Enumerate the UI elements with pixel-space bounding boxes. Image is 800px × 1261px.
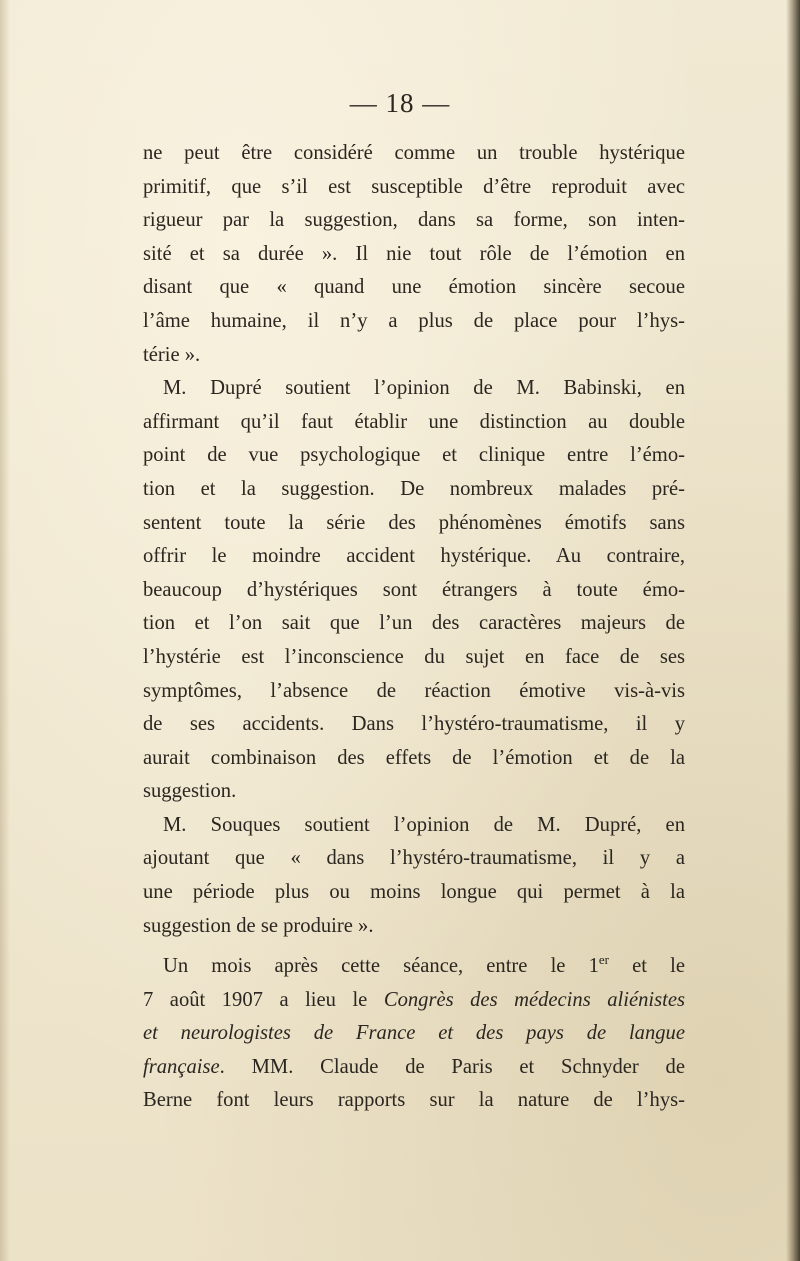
text-line [143, 1017, 685, 1051]
text-line: térie ». [143, 343, 201, 366]
text-line: affirmant qu’il faut établir une distinction au double [143, 410, 685, 433]
text-run: Un mois après cette séance, entre le 1 [163, 955, 599, 978]
text-line [143, 943, 685, 983]
text-line: disant que « quand une émotion sincère secoue [143, 276, 685, 299]
text-line [143, 1051, 685, 1085]
text-line: l’âme humaine, il n’y a plus de place pour l’hys- [143, 309, 685, 332]
text-line: suggestion de se produire ». [143, 914, 374, 937]
text-line: M. Souques soutient l’opinion de M. Dupré, en [163, 813, 685, 836]
text-line: ajoutant que « dans l’hystéro-traumatisme, il y a [143, 847, 685, 870]
page-left-edge [0, 0, 10, 1261]
superscript-text: er [598, 952, 609, 968]
text-line: Berne font leurs rapports sur la nature de l’hys- [143, 1089, 685, 1112]
italic-title-run: et neurologistes de France et des pays de langue [143, 1022, 685, 1045]
text-line: de ses accidents. Dans l’hystéro-traumatisme, il y [143, 713, 685, 736]
text-line: point de vue psychologique et clinique entre l’émo- [143, 444, 685, 467]
text-line [143, 984, 685, 1018]
text-run: 7 août 1907 a lieu le [143, 988, 384, 1011]
text-line: sité et sa durée ». Il nie tout rôle de l’émotion en [143, 242, 685, 265]
body-text [143, 137, 685, 1118]
text-line: ne peut être considéré comme un trouble hystérique [143, 142, 685, 164]
text-line: suggestion. [143, 780, 237, 803]
italic-title-run: Congrès des médecins aliénistes [383, 988, 686, 1011]
text-line: sentent toute la série des phénomènes émotifs sans [143, 511, 685, 534]
italic-title-run: française [143, 1055, 220, 1078]
text-line: rigueur par la suggestion, dans sa forme, son inten- [143, 209, 685, 232]
text-line: aurait combinaison des effets de l’émotion et de la [143, 746, 685, 769]
text-line: l’hystérie est l’inconscience du sujet en face de ses [143, 645, 685, 668]
text-line: beaucoup d’hystériques sont étrangers à toute émo- [143, 578, 685, 601]
text-line: tion et la suggestion. De nombreux malades pré- [143, 477, 685, 500]
page-right-edge-shadow [786, 0, 800, 1261]
text-line: M. Dupré soutient l’opinion de M. Babinski, en [163, 377, 685, 400]
text-line: offrir le moindre accident hystérique. Au contraire, [143, 545, 685, 568]
text-run: . MM. Claude de Paris et Schnyder de [219, 1055, 685, 1078]
text-line: symptômes, l’absence de réaction émotive vis-à-vis [143, 679, 685, 702]
paragraph-2 [143, 372, 685, 809]
text-run: et le [608, 955, 685, 978]
paragraph-4 [143, 943, 685, 1118]
paragraph-1 [143, 137, 685, 372]
page-number-header: — 18 — [349, 88, 451, 118]
text-line: primitif, que s’il est susceptible d’être reproduit avec [143, 175, 685, 198]
text-line: une période plus ou moins longue qui permet à la [143, 881, 685, 904]
text-line: tion et l’on sait que l’un des caractères majeurs de [143, 612, 685, 635]
paragraph-3 [143, 809, 685, 943]
